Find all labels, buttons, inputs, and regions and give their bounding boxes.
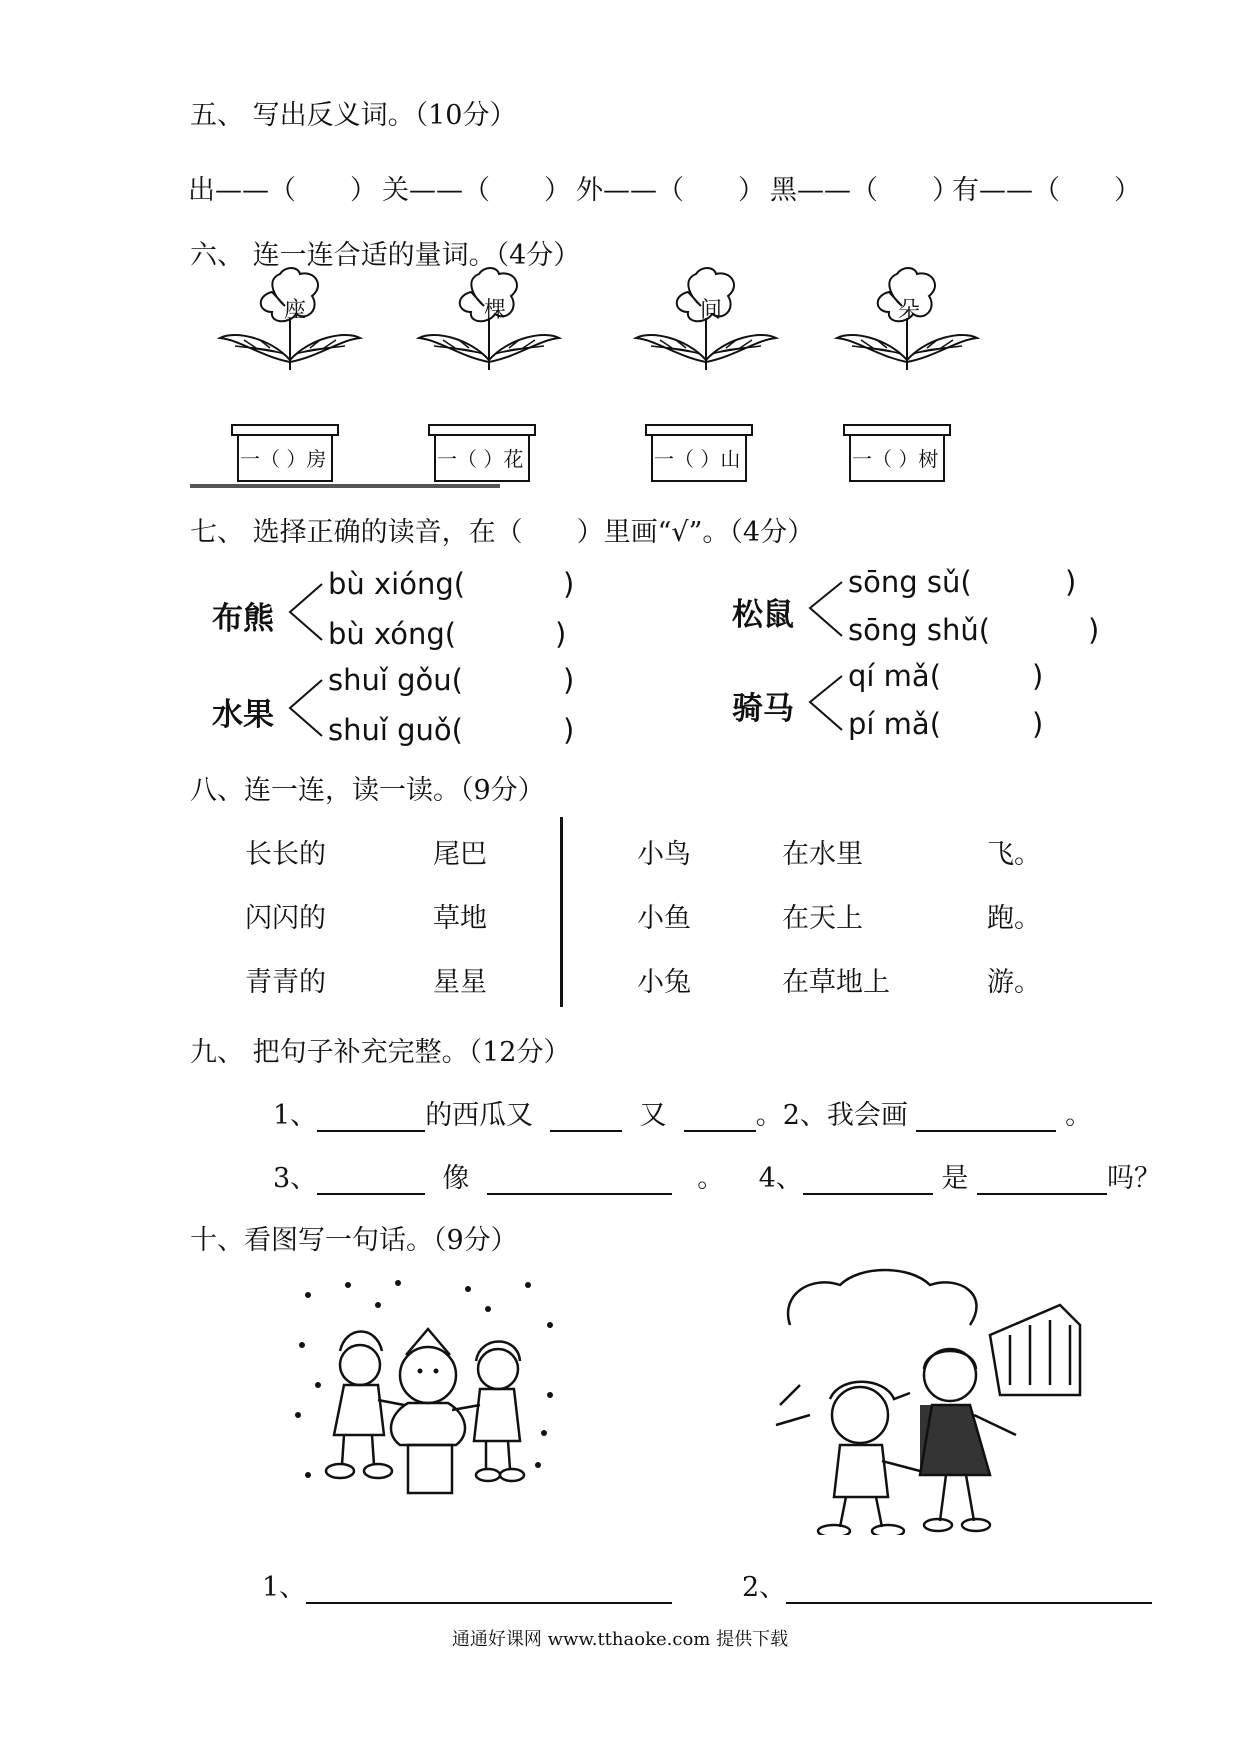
sentence-line-1	[273, 1093, 1092, 1132]
section6-title: 六、 连一连合适的量词。（4分）	[190, 240, 581, 271]
flower-word: 座	[284, 298, 307, 323]
match-item[interactable]: 小兔	[637, 967, 691, 998]
sentence-text: 像	[442, 1163, 470, 1194]
pot-label: 一（ ）花	[437, 447, 524, 471]
divider	[560, 817, 563, 1007]
pinyin-word: 布熊	[212, 601, 274, 637]
section7-title: 七、 选择正确的读音，在（ ）里画“√”。（4分）	[190, 517, 815, 548]
pinyin-close: )	[563, 663, 575, 697]
pinyin-option[interactable]: bù xóng(	[328, 617, 457, 651]
flower-word: 朵	[898, 298, 921, 323]
pinyin-option[interactable]: shuǐ guǒ(	[328, 713, 463, 747]
item-number: 2、	[742, 1572, 787, 1603]
section8-title: 八、连一连，读一读。（9分）	[190, 775, 545, 806]
antonym-word: 外	[576, 175, 603, 206]
antonym-blank[interactable]: ——（ ）	[797, 175, 959, 206]
pinyin-option[interactable]: shuǐ gǒu(	[328, 663, 463, 697]
pinyin-close: )	[1032, 707, 1044, 741]
sentence-text: 。2、我会画	[755, 1100, 908, 1131]
match-item[interactable]: 草地	[433, 903, 487, 934]
blank-field[interactable]	[977, 1167, 1107, 1195]
pinyin-close: )	[1032, 659, 1044, 693]
sentence-text: 。	[1065, 1100, 1093, 1131]
match-item[interactable]: 长长的	[245, 839, 326, 870]
pinyin-close: )	[563, 567, 575, 601]
match-item[interactable]: 星星	[433, 967, 487, 998]
blank-field[interactable]	[317, 1104, 425, 1132]
antonym-blank: ——（ ）	[979, 175, 1141, 206]
sentence-text: 又	[639, 1100, 667, 1131]
branch-lines	[0, 0, 1240, 760]
blank-field[interactable]	[803, 1167, 933, 1195]
pinyin-word: 骑马	[732, 691, 794, 727]
pinyin-option[interactable]: bù xióng(	[328, 567, 466, 601]
antonym-blank[interactable]: ——（ ）	[409, 175, 571, 206]
pinyin-word: 松鼠	[732, 597, 794, 633]
item-number: 1、	[262, 1572, 307, 1603]
pinyin-option[interactable]: qí mǎ(	[848, 659, 942, 693]
antonym-word: 关	[382, 175, 409, 206]
match-item[interactable]: 游。	[987, 967, 1041, 998]
blank-field[interactable]	[786, 1576, 1152, 1604]
pinyin-option[interactable]: sōng shǔ(	[848, 613, 991, 647]
sentence-text: 的西瓜又	[425, 1100, 534, 1131]
antonym-word: 黑	[770, 175, 797, 206]
pot-label: 一（ ）山	[654, 447, 741, 471]
flower-word: 棵	[484, 298, 507, 323]
match-item[interactable]: 小鸟	[637, 839, 691, 870]
match-item[interactable]: 在水里	[782, 839, 863, 870]
blank-field[interactable]	[684, 1104, 756, 1132]
sentence-text: 。	[697, 1163, 725, 1194]
write-line-2	[742, 1565, 1152, 1604]
pinyin-close: )	[563, 713, 575, 747]
blank-field[interactable]	[306, 1576, 672, 1604]
blank-field[interactable]	[487, 1167, 672, 1195]
pinyin-option[interactable]: pí mǎ(	[848, 707, 942, 741]
match-item[interactable]: 青青的	[245, 967, 326, 998]
section9-title: 九、 把句子补充完整。（12分）	[190, 1037, 571, 1068]
blank-field[interactable]	[916, 1104, 1056, 1132]
antonym-word: 出	[188, 175, 215, 206]
children-walking-picture	[770, 1265, 1100, 1535]
sentence-text: 是	[941, 1163, 969, 1194]
antonym-blank[interactable]: ——（ ）	[215, 175, 377, 206]
match-item[interactable]: 小鱼	[637, 903, 691, 934]
sentence-line-2	[273, 1156, 1161, 1195]
footer-credit: 通通好课网 www.tthaoke.com 提供下载	[451, 1629, 789, 1650]
match-item[interactable]: 尾巴	[433, 839, 487, 870]
match-item[interactable]: 在天上	[782, 903, 863, 934]
pinyin-close: )	[1088, 613, 1100, 647]
pinyin-option[interactable]: sōng sǔ(	[848, 565, 972, 599]
section5-title: 五、 写出反义词。（10分）	[190, 100, 517, 131]
sentence-text: 吗？	[1107, 1163, 1161, 1194]
match-item[interactable]: 跑。	[987, 903, 1041, 934]
section10-title: 十、看图写一句话。（9分）	[190, 1225, 518, 1256]
antonym-blank[interactable]: ——（ ）	[603, 175, 765, 206]
pot-label: 一（ ）房	[240, 447, 327, 471]
blank-field[interactable]	[550, 1104, 622, 1132]
pot-label: 一（ ）树	[852, 447, 939, 471]
item-number: 1、	[273, 1100, 318, 1131]
item-number: 4、	[758, 1163, 803, 1194]
write-line-1	[262, 1565, 672, 1604]
blank-field[interactable]	[317, 1167, 425, 1195]
match-item[interactable]: 闪闪的	[245, 903, 326, 934]
match-item[interactable]: 在草地上	[782, 967, 890, 998]
flower-word: 间	[700, 298, 723, 323]
pinyin-close: )	[555, 617, 567, 651]
snowman-picture	[288, 1265, 568, 1505]
antonym-word: 有	[952, 175, 979, 206]
match-item[interactable]: 飞。	[987, 839, 1041, 870]
pinyin-word: 水果	[212, 697, 274, 733]
item-number: 3、	[273, 1163, 318, 1194]
pinyin-close: )	[1065, 565, 1077, 599]
